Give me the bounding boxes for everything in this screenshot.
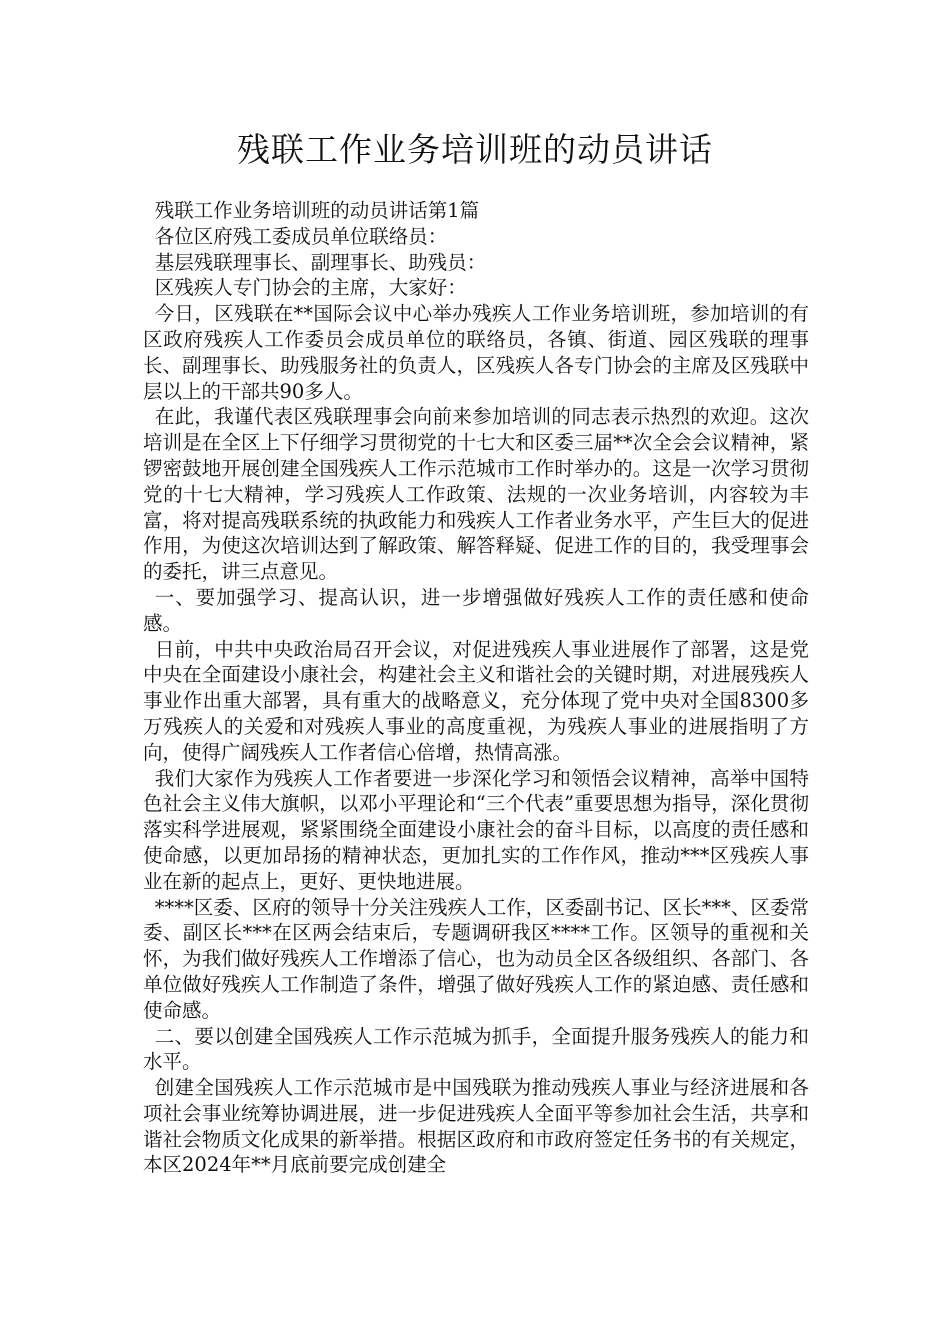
paragraph: 区残疾人专门协会的主席，大家好： — [154, 276, 467, 300]
paragraph: 二、要以创建全国残疾人工作示范城为抓手，全面提升服务残疾人的能力和水平。 — [143, 1024, 809, 1074]
document-body — [143, 198, 809, 1178]
paragraph: 日前，中共中央政治局召开会议，对促进残疾人事业进展作了部署，这是党中央在全面建设小康社会，构建社会主义和谐社会的关键时期，对进展残疾人事业作出重大部署，具有重大的战略意义，充分体现了党中央对全国8300多万残疾人的关爱和对残疾人事业的高度重视，为残疾人事业的进展指明了方向，使得广阔残疾人工作者信心倍增，热情高涨。 — [143, 637, 809, 764]
paragraph: 我们大家作为残疾人工作者要进一步深化学习和领悟会议精神，高举中国特色社会主义伟大旗帜，以邓小平理论和“三个代表”重要思想为指导，深化贯彻落实科学进展观，紧紧围绕全面建设小康社会的奋斗目标，以高度的责任感和使命感，以更加昂扬的精神状态，更加扎实的工作作风，推动***区残疾人事业在新的起点上，更好、更快地进展。 — [143, 766, 809, 893]
paragraph: 基层残联理事长、副理事长、助残员： — [154, 250, 487, 274]
paragraph: ****区委、区府的领导十分关注残疾人工作，区委副书记、区长***、区委常委、副区长***在区两会结束后，专题调研我区****工作。区领导的重视和关怀，为我们做好残疾人工作增添了信心，也为动员全区各级组织、各部门、各单位做好残疾人工作制造了条件，增强了做好残疾人工作的紧迫感、责任感和使命感。 — [143, 895, 809, 1022]
paragraph: 一、要加强学习、提高认识，进一步增强做好残疾人工作的责任感和使命感。 — [143, 585, 809, 635]
paragraph: 创建全国残疾人工作示范城市是中国残联为推动残疾人事业与经济进展和各项社会事业统筹协调进展，进一步促进残疾人全面平等参加社会生活，共享和谐社会物质文化成果的新举措。根据区政府和市政府签定任务书的有关规定，本区2024年**月底前要完成创建全 — [143, 1076, 809, 1177]
paragraph: 今日，区残联在**国际会议中心举办残疾人工作业务培训班，参加培训的有区政府残疾人工作委员会成员单位的联络员，各镇、街道、园区残联的理事长、副理事长、助残服务社的负责人，区残疾人各专门协会的主席及区残联中层以上的干部共90多人。 — [143, 302, 809, 403]
paragraph: 残联工作业务培训班的动员讲话第1篇 — [154, 199, 480, 222]
paragraph: 在此，我谨代表区残联理事会向前来参加培训的同志表示热烈的欢迎。这次培训是在全区上下仔细学习贯彻党的十七大和区委三届**次全会会议精神，紧锣密鼓地开展创建全国残疾人工作示范城市工作时举办的。这是一次学习贯彻党的十七大精神，学习残疾人工作政策、法规的一次业务培训，内容较为丰富，将对提高残联系统的执政能力和残疾人工作者业务水平，产生巨大的促进作用，为使这次培训达到了解政策、解答释疑、促进工作的目的，我受理事会的委托，讲三点意见。 — [143, 405, 809, 584]
document-title: 残联工作业务培训班的动员讲话 — [237, 130, 713, 169]
paragraph: 各位区府残工委成员单位联络员： — [154, 224, 448, 248]
